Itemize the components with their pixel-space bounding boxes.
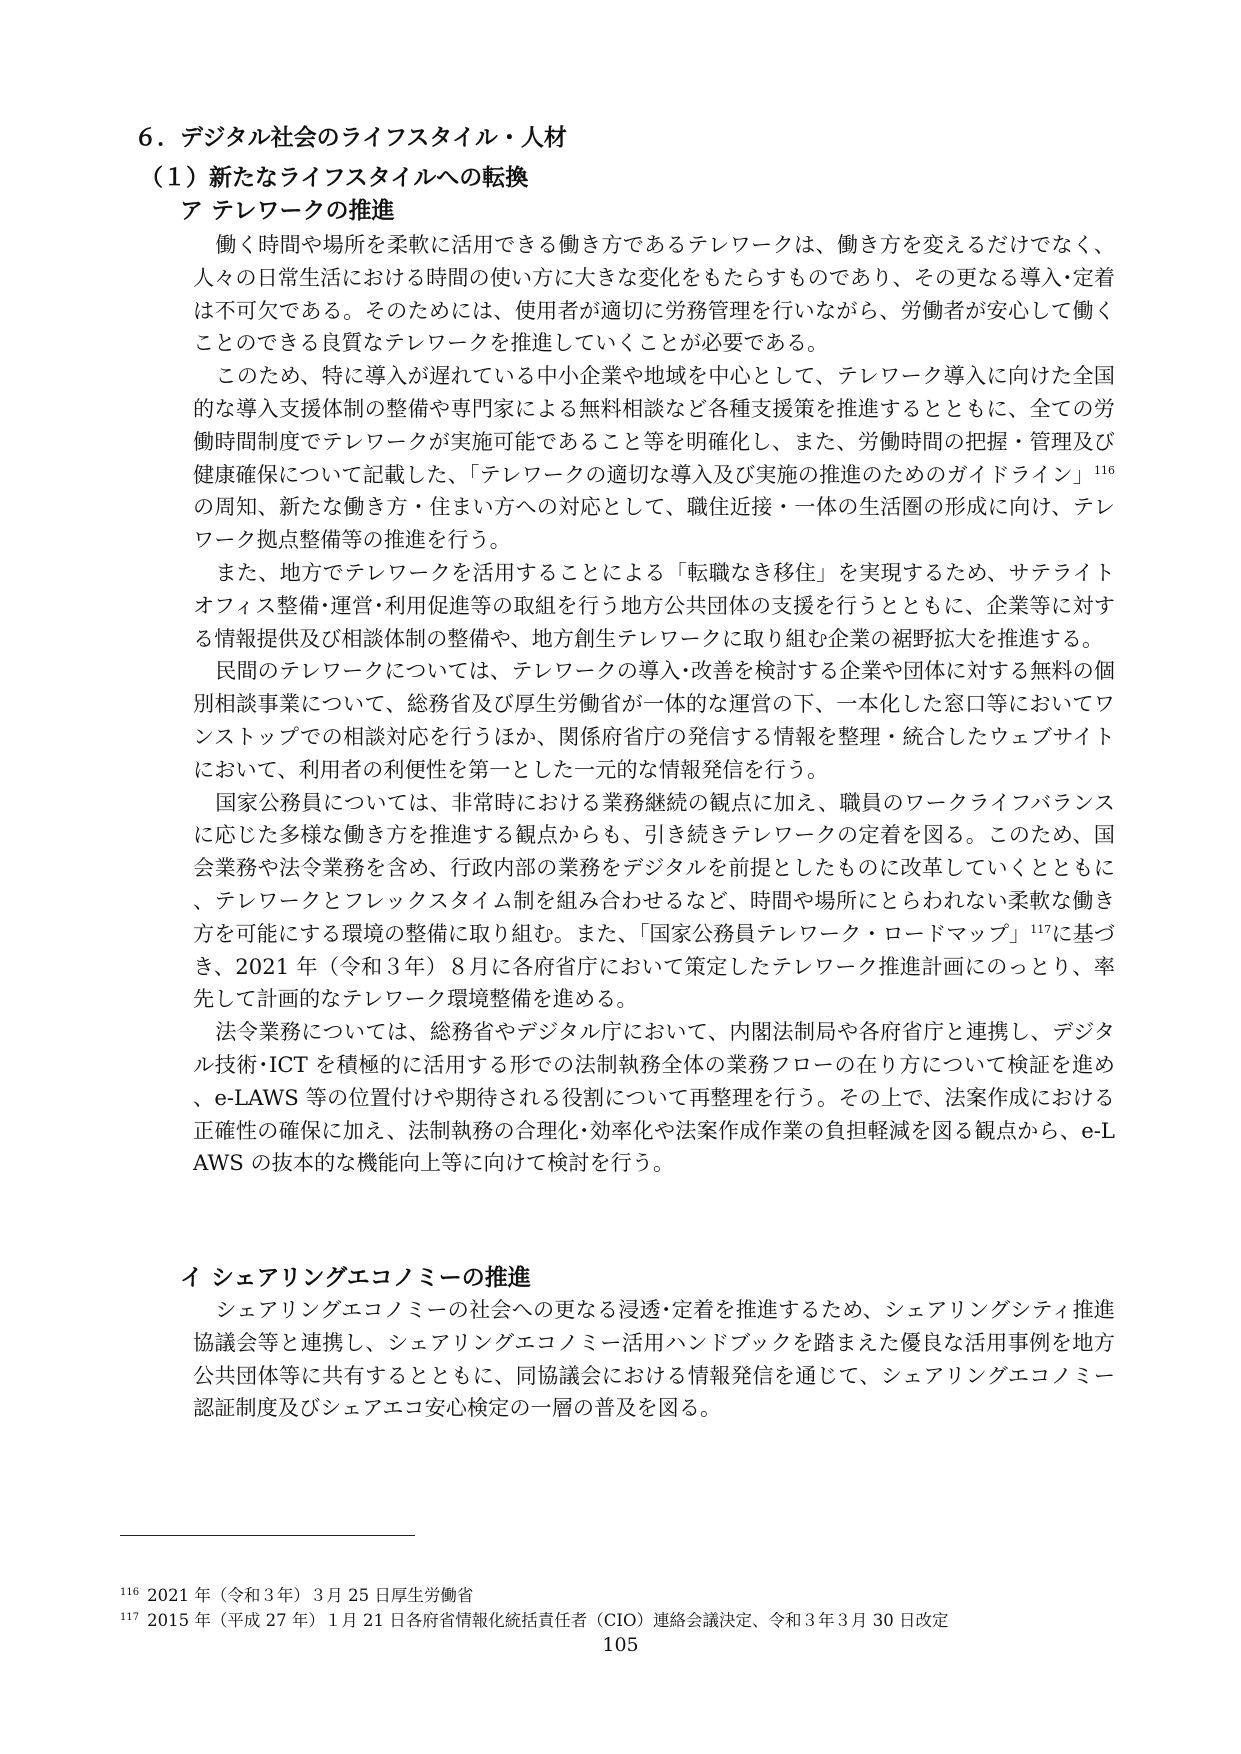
paragraph-text: に基づき、2021 年（令和３年）８月に各府省庁において策定したテレワーク推進計画にのっとり、率先して計画的なテレワーク環境整備を進める。 bbox=[193, 920, 1115, 1012]
subsection-heading: （１）新たなライフスタイルへの転換 bbox=[140, 165, 529, 191]
paragraph-text: の周知、新たな働き方・住まい方への対応として、職住近接・一体の生活圏の形成に向け、テレワーク拠点整備等の推進を行う。 bbox=[193, 494, 1115, 553]
page-number: 105 bbox=[602, 1634, 639, 1656]
paragraph: 民間のテレワークについては、テレワークの導入･改善を検討する企業や団体に対する無料の個別相談事業について、総務省及び厚生労働省が一体的な運営の下、一本化した窓口等においてワンストップでの相談対応を行うほか、関係府省庁の発信する情報を整理・統合したウェブサイトにおいて、利用者の利便性を第一とした一元的な情報発信を行う。 bbox=[193, 658, 1115, 782]
footnote bbox=[120, 1585, 473, 1607]
footnote-divider bbox=[120, 1535, 415, 1536]
paragraph-text: 国家公務員については、非常時における業務継続の観点に加え、職員のワークライフバランスに応じた多様な働き方を推進する観点からも、引き続きテレワークの定着を図る。このため、国会業務や法令業務を含め、行政内部の業務をデジタルを前提としたものに改革していくとともに、テレワークとフレックスタイム制を組み合わせるなど、時間や場所にとらわれない柔軟な働き方を可能にする環境の整備に取り組む。また、「国家公務員テレワーク・ロードマップ」 bbox=[193, 789, 1115, 946]
paragraph bbox=[193, 787, 1115, 1017]
item-heading-sharing-economy: イ シェアリングエコノミーの推進 bbox=[180, 1265, 531, 1291]
footnote bbox=[120, 1610, 948, 1632]
footnote-number: 117 bbox=[120, 1611, 140, 1623]
footnote-reference: 117 bbox=[1030, 922, 1052, 936]
footnote-text: 2021 年（令和３年）３月 25 日厚生労働省 bbox=[147, 1586, 474, 1605]
telework-body bbox=[193, 229, 1115, 1180]
sharing-economy-body bbox=[193, 1294, 1115, 1425]
footnote-number: 116 bbox=[120, 1586, 140, 1598]
paragraph: シェアリングエコノミーの社会への更なる浸透･定着を推進するため、シェアリングシティ推進協議会等と連携し、シェアリングエコノミー活用ハンドブックを踏まえた優良な活用事例を地方公共団体等に共有するとともに、同協議会における情報発信を通じて、シェアリングエコノミー認証制度及びシェアエコ安心検定の一層の普及を図る。 bbox=[193, 1297, 1115, 1421]
paragraph: 働く時間や場所を柔軟に活用できる働き方であるテレワークは、働き方を変えるだけでなく、人々の日常生活における時間の使い方に大きな変化をもたらすものであり、その更なる導入･定着は不可欠である。そのためには、使用者が適切に労務管理を行いながら、労働者が安心して働くことのできる良質なテレワークを推進していくことが必要である。 bbox=[193, 232, 1115, 356]
item-heading-telework: ア テレワークの推進 bbox=[180, 198, 395, 224]
paragraph bbox=[193, 360, 1115, 557]
paragraph-text: このため、特に導入が遅れている中小企業や地域を中心として、テレワーク導入に向けた全国的な導入支援体制の整備や専門家による無料相談など各種支援策を推進するとともに、全ての労働時間制度でテレワークが実施可能であること等を明確化し、また、労働時間の把握・管理及び健康確保について記載した、「テレワークの適切な導入及び実施の推進のためのガイドライン」 bbox=[193, 363, 1115, 487]
paragraph: また、地方でテレワークを活用することによる「転職なき移住」を実現するため、サテライトオフィス整備･運営･利用促進等の取組を行う地方公共団体の支援を行うとともに、企業等に対する情報提供及び相談体制の整備や、地方創生テレワークに取り組む企業の裾野拡大を推進する。 bbox=[193, 559, 1115, 651]
paragraph: 法令業務については、総務省やデジタル庁において、内閣法制局や各府省庁と連携し、デジタル技術･ICT を積極的に活用する形での法制執務全体の業務フローの在り方について検証を進め、e-LAWS 等の位置付けや期待される役割について再整理を行う。その上で、法案作成における正確性の確保に加え、法制執務の合理化･効率化や法案作成作業の負担軽減を図る観点から、e-LAWS の抜本的な機能向上等に向けて検討を行う。 bbox=[193, 1019, 1115, 1176]
footnote-reference: 116 bbox=[1094, 463, 1115, 477]
footnote-text: 2015 年（平成 27 年）１月 21 日各府省情報化統括責任者（CIO）連絡会議決定、令和３年３月 30 日改定 bbox=[147, 1611, 949, 1630]
section-heading: ６．デジタル社会のライフスタイル・人材 bbox=[134, 125, 567, 151]
